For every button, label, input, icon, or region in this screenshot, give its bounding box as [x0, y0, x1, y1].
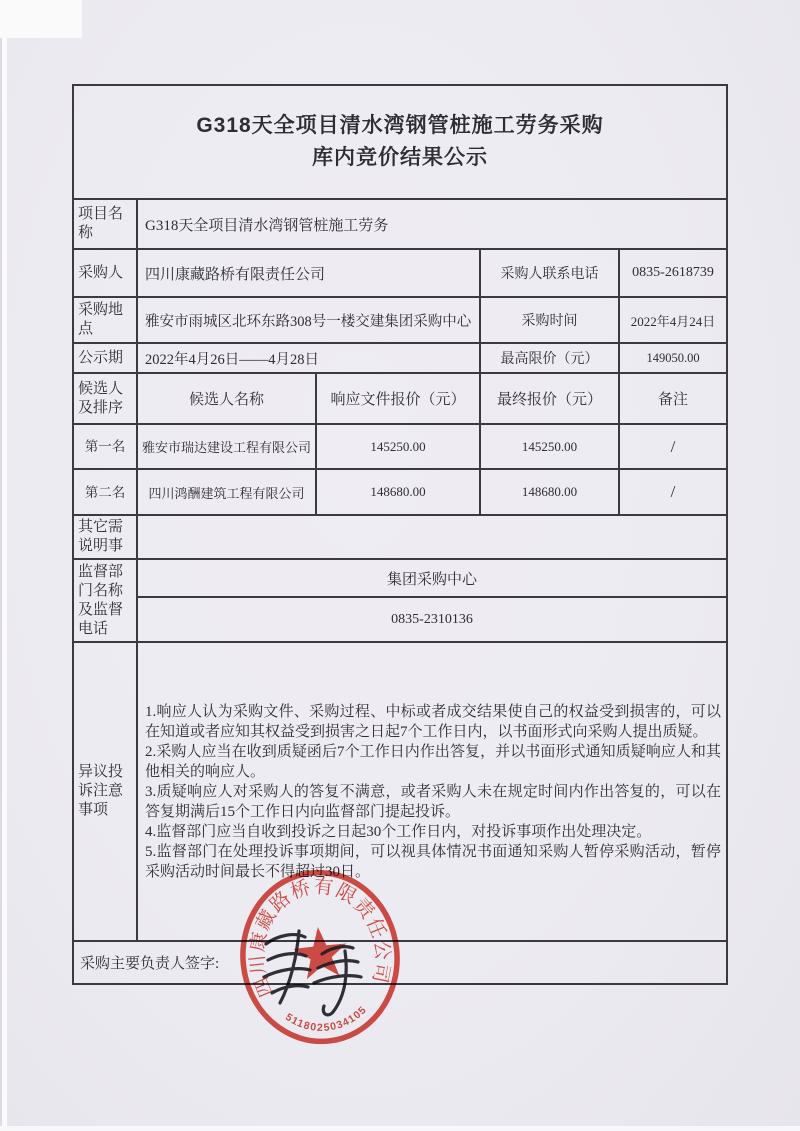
- scan-edge-bottom: [0, 1126, 800, 1131]
- project-name-row: [74, 198, 726, 248]
- scan-edge-top-left: [0, 0, 82, 38]
- objection-text: [136, 643, 726, 940]
- supervision-department: 集团采购中心: [138, 560, 726, 598]
- candidate-1-final: 145250.00: [479, 425, 618, 468]
- objection-item-5: 5.监督部门在处理投诉事项期间，可以视具体情况书面通知采购人暂停采购活动，暂停采购活动时间最长不得超过30日。: [145, 843, 721, 880]
- candidate-1-bid: 145250.00: [315, 425, 479, 468]
- purchaser-phone-label: 采购人联系电话: [479, 250, 618, 296]
- scan-edge-left: [0, 0, 7, 1131]
- candidate-row-2: [74, 468, 726, 514]
- note-header: 备注: [618, 374, 726, 423]
- location-value: 雅安市雨城区北环东路308号一楼交建集团采购中心: [136, 298, 479, 342]
- max-price-value: 149050.00: [618, 344, 726, 372]
- candidate-2-note: /: [618, 470, 726, 514]
- candidates-rank-header: 候选人及排序: [78, 380, 124, 416]
- location-row: [74, 296, 726, 342]
- title-block: [74, 86, 726, 198]
- candidate-1-name: 雅安市瑞达建设工程有限公司: [136, 425, 315, 468]
- candidate-2-final: 148680.00: [479, 470, 618, 514]
- objection-item-4: 4.监督部门应当自收到投诉之日起30个工作日内，对投诉事项作出处理决定。: [145, 823, 652, 840]
- seal-number: 5118025034105: [283, 1003, 370, 1034]
- purchaser-row: [74, 248, 726, 296]
- publicity-period-label: 公示期: [78, 349, 124, 366]
- other-notes-value: [136, 516, 726, 558]
- project-name-value: G318天全项目清水湾钢管桩施工劳务: [136, 200, 726, 248]
- supervision-row: [74, 558, 726, 641]
- candidate-2-name: 四川鸿酬建筑工程有限公司: [136, 470, 315, 514]
- purchaser-label: 采购人: [78, 264, 124, 281]
- document-title: [74, 86, 726, 198]
- document-title-line1: G318天全项目清水湾钢管桩施工劳务采购: [196, 114, 604, 137]
- publicity-period-row: [74, 342, 726, 372]
- project-name-label: 项目名称: [78, 206, 124, 241]
- signature-row: [74, 940, 726, 983]
- other-notes-row: [74, 514, 726, 558]
- announcement-table: [72, 84, 728, 985]
- max-price-label: 最高限价（元）: [479, 344, 618, 372]
- document-title-line2: 库内竞价结果公示: [312, 146, 488, 169]
- final-bid-header: 最终报价（元）: [479, 374, 618, 423]
- purchase-time-value: 2022年4月24日: [618, 298, 726, 342]
- seal-company-name: 四川康藏路桥有限责任公司: [247, 876, 393, 1000]
- purchaser-phone-value: 0835-2618739: [618, 250, 726, 296]
- purchase-time-label: 采购时间: [479, 298, 618, 342]
- candidate-2-rank: 第二名: [84, 484, 126, 500]
- publicity-period-value: 2022年4月26日——4月28日: [136, 344, 479, 372]
- response-bid-header: 响应文件报价（元）: [315, 374, 479, 423]
- purchaser-value: 四川康藏路桥有限责任公司: [136, 250, 479, 296]
- candidate-name-header: 候选人名称: [136, 374, 315, 423]
- candidates-header-row: [74, 372, 726, 423]
- other-notes-label: 其它需说明事: [78, 519, 124, 554]
- supervision-values: [136, 560, 726, 641]
- candidate-row-1: [74, 423, 726, 468]
- objection-item-1: 1.响应人认为采购文件、采购过程、中标或者成交结果使自己的权益受到损害的，可以在知道或者应知其权益受到损害之日起7个工作日内，以书面形式向采购人提出质疑。: [145, 703, 721, 740]
- candidate-2-bid: 148680.00: [315, 470, 479, 514]
- location-label: 采购地点: [78, 302, 124, 337]
- candidate-1-note: /: [618, 425, 726, 468]
- objection-item-2: 2.采购人应当在收到质疑函后7个工作日内作出答复，并以书面形式通知质疑响应人和其他相关的响应人。: [145, 743, 721, 780]
- supervision-label: 监督部门名称及监督电话: [78, 563, 124, 637]
- svg-text:5118025034105: [282, 1003, 371, 1038]
- supervision-phone: 0835-2310136: [391, 611, 473, 627]
- objection-row: [74, 641, 726, 940]
- signature-label: 采购主要负责人签字:: [80, 956, 220, 972]
- objection-item-3: 3.质疑响应人对采购人的答复不满意，或者采购人未在规定时间内作出答复的，可以在答复期满后15个工作日内向监督部门提起投诉。: [145, 783, 721, 820]
- candidate-1-rank: 第一名: [84, 439, 126, 454]
- objection-label: 异议投诉注意事项: [78, 764, 124, 818]
